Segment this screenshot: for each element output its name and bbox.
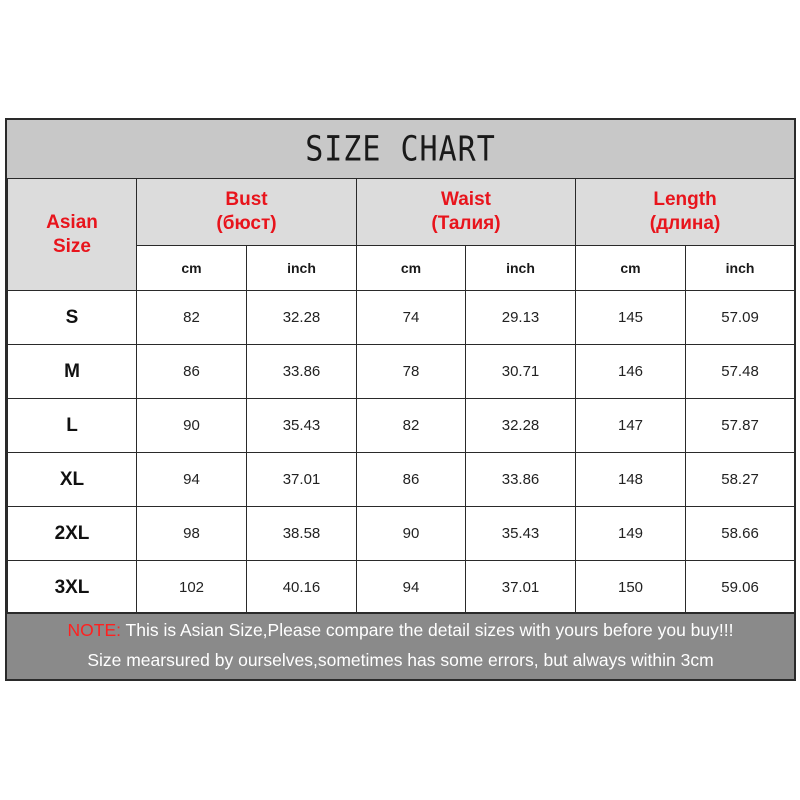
table-body [8,291,795,615]
size-cell: 2XL [8,507,137,561]
waist-sub-label: (Талия) [431,213,501,234]
value-cell: 82 [137,291,247,345]
value-cell: 30.71 [466,345,576,399]
bust-label: Bust [225,189,268,210]
size-cell: M [8,345,137,399]
value-cell: 148 [576,453,686,507]
value-cell: 35.43 [466,507,576,561]
unit-cell: inch [686,246,795,291]
value-cell: 35.43 [247,399,357,453]
size-cell: L [8,399,137,453]
asian-size-label [8,211,136,259]
value-cell: 40.16 [247,561,357,615]
bust-sub-label: (бюст) [216,213,277,234]
value-cell: 147 [576,399,686,453]
value-cell: 94 [137,453,247,507]
unit-cell: inch [466,246,576,291]
value-cell: 33.86 [466,453,576,507]
unit-cell: cm [357,246,466,291]
table-row [8,507,795,561]
value-cell: 32.28 [466,399,576,453]
unit-cell: inch [247,246,357,291]
footer-note [7,612,794,679]
size-chart [5,118,796,681]
value-cell: 33.86 [247,345,357,399]
value-cell: 57.87 [686,399,795,453]
value-cell: 37.01 [466,561,576,615]
waist-label: Waist [441,189,491,210]
value-cell: 58.66 [686,507,795,561]
value-cell: 74 [357,291,466,345]
bust-header [137,179,357,246]
unit-cell: cm [137,246,247,291]
table-row [8,453,795,507]
size-cell: 3XL [8,561,137,615]
value-cell: 146 [576,345,686,399]
asian-size-header [8,179,137,291]
unit-cell: cm [576,246,686,291]
length-header [576,179,795,246]
note-label: NOTE: [67,620,121,640]
value-cell: 149 [576,507,686,561]
footer-line-2: Size mearsured by ourselves,sometimes has some errors, but always within 3cm [87,650,714,670]
value-cell: 32.28 [247,291,357,345]
note-text: This is Asian Size,Please compare the detail sizes with yours before you buy!!! [121,620,734,640]
value-cell: 86 [357,453,466,507]
value-cell: 145 [576,291,686,345]
size-table [7,178,795,615]
footer-line-1 [7,620,794,641]
value-cell: 102 [137,561,247,615]
table-row [8,345,795,399]
length-label: Length [653,189,717,210]
table-row [8,561,795,615]
value-cell: 98 [137,507,247,561]
value-cell: 29.13 [466,291,576,345]
size-cell: S [8,291,137,345]
value-cell: 94 [357,561,466,615]
size-cell: XL [8,453,137,507]
value-cell: 90 [137,399,247,453]
value-cell: 59.06 [686,561,795,615]
chart-title: SIZE CHART [305,128,496,170]
waist-header [357,179,576,246]
header-row [8,179,795,246]
value-cell: 38.58 [247,507,357,561]
asian-size-line2: Size [52,235,92,257]
value-cell: 57.09 [686,291,795,345]
value-cell: 82 [357,399,466,453]
value-cell: 37.01 [247,453,357,507]
table-row [8,399,795,453]
value-cell: 57.48 [686,345,795,399]
value-cell: 58.27 [686,453,795,507]
table-row [8,291,795,345]
value-cell: 86 [137,345,247,399]
title-bar [7,120,794,180]
value-cell: 150 [576,561,686,615]
length-sub-label: (длина) [649,213,721,234]
value-cell: 90 [357,507,466,561]
value-cell: 78 [357,345,466,399]
asian-size-line1: Asian [46,211,98,233]
